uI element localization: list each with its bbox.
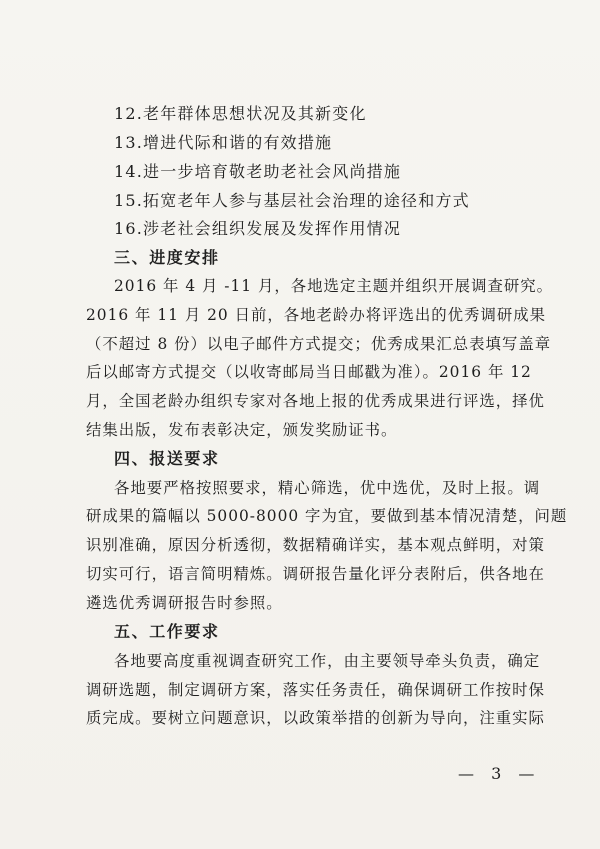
- work-requirements-line: 调研选题，制定调研方案，落实任务责任，确保调研工作按时保: [86, 681, 545, 699]
- topic-item-13: 13.增进代际和谐的有效措施: [114, 133, 333, 152]
- submission-line: 遴选优秀调研报告时参照。: [86, 594, 283, 612]
- work-requirements-line: 质完成。要树立问题意识，以政策举措的创新为导向，注重实际: [86, 709, 545, 727]
- schedule-line: （不超过 8 份）以电子邮件方式提交；优秀成果汇总表填写盖章: [86, 335, 552, 353]
- section-heading-submission: 四、报送要求: [114, 449, 220, 468]
- schedule-line: 结集出版，发布表彰决定，颁发奖励证书。: [86, 421, 398, 439]
- section-heading-work-requirements: 五、工作要求: [114, 622, 220, 641]
- topic-item-16: 16.涉老社会组织发展及发挥作用情况: [114, 219, 402, 238]
- work-requirements-line: 各地要高度重视调查研究工作，由主要领导牵头负责，确定: [114, 652, 541, 670]
- schedule-line: 月，全国老龄办组织专家对各地上报的优秀成果进行评选，择优: [86, 392, 545, 410]
- schedule-line: 后以邮寄方式提交（以收寄邮局当日邮戳为准）。2016 年 12: [86, 363, 532, 381]
- submission-line: 各地要严格按照要求，精心筛选，优中选优，及时上报。调: [114, 479, 541, 497]
- section-heading-schedule: 三、进度安排: [114, 248, 220, 267]
- submission-line: 识别准确，原因分析透彻，数据精确详实，基本观点鲜明，对策: [86, 536, 545, 554]
- page-number: — 3 —: [458, 764, 541, 783]
- topic-item-14: 14.进一步培育敬老助老社会风尚措施: [114, 162, 402, 181]
- topic-item-15: 15.拓宽老年人参与基层社会治理的途径和方式: [114, 191, 470, 210]
- topic-item-12: 12.老年群体思想状况及其新变化: [114, 104, 367, 123]
- schedule-line: 2016 年 4 月 -11 月，各地选定主题并组织开展调查研究。: [114, 277, 554, 295]
- submission-line: 切实可行，语言简明精炼。调研报告量化评分表附后，供各地在: [86, 565, 545, 583]
- schedule-line: 2016 年 11 月 20 日前，各地老龄办将评选出的优秀调研成果: [86, 306, 547, 324]
- submission-line: 研成果的篇幅以 5000-8000 字为宜，要做到基本情况清楚，问题: [86, 507, 568, 525]
